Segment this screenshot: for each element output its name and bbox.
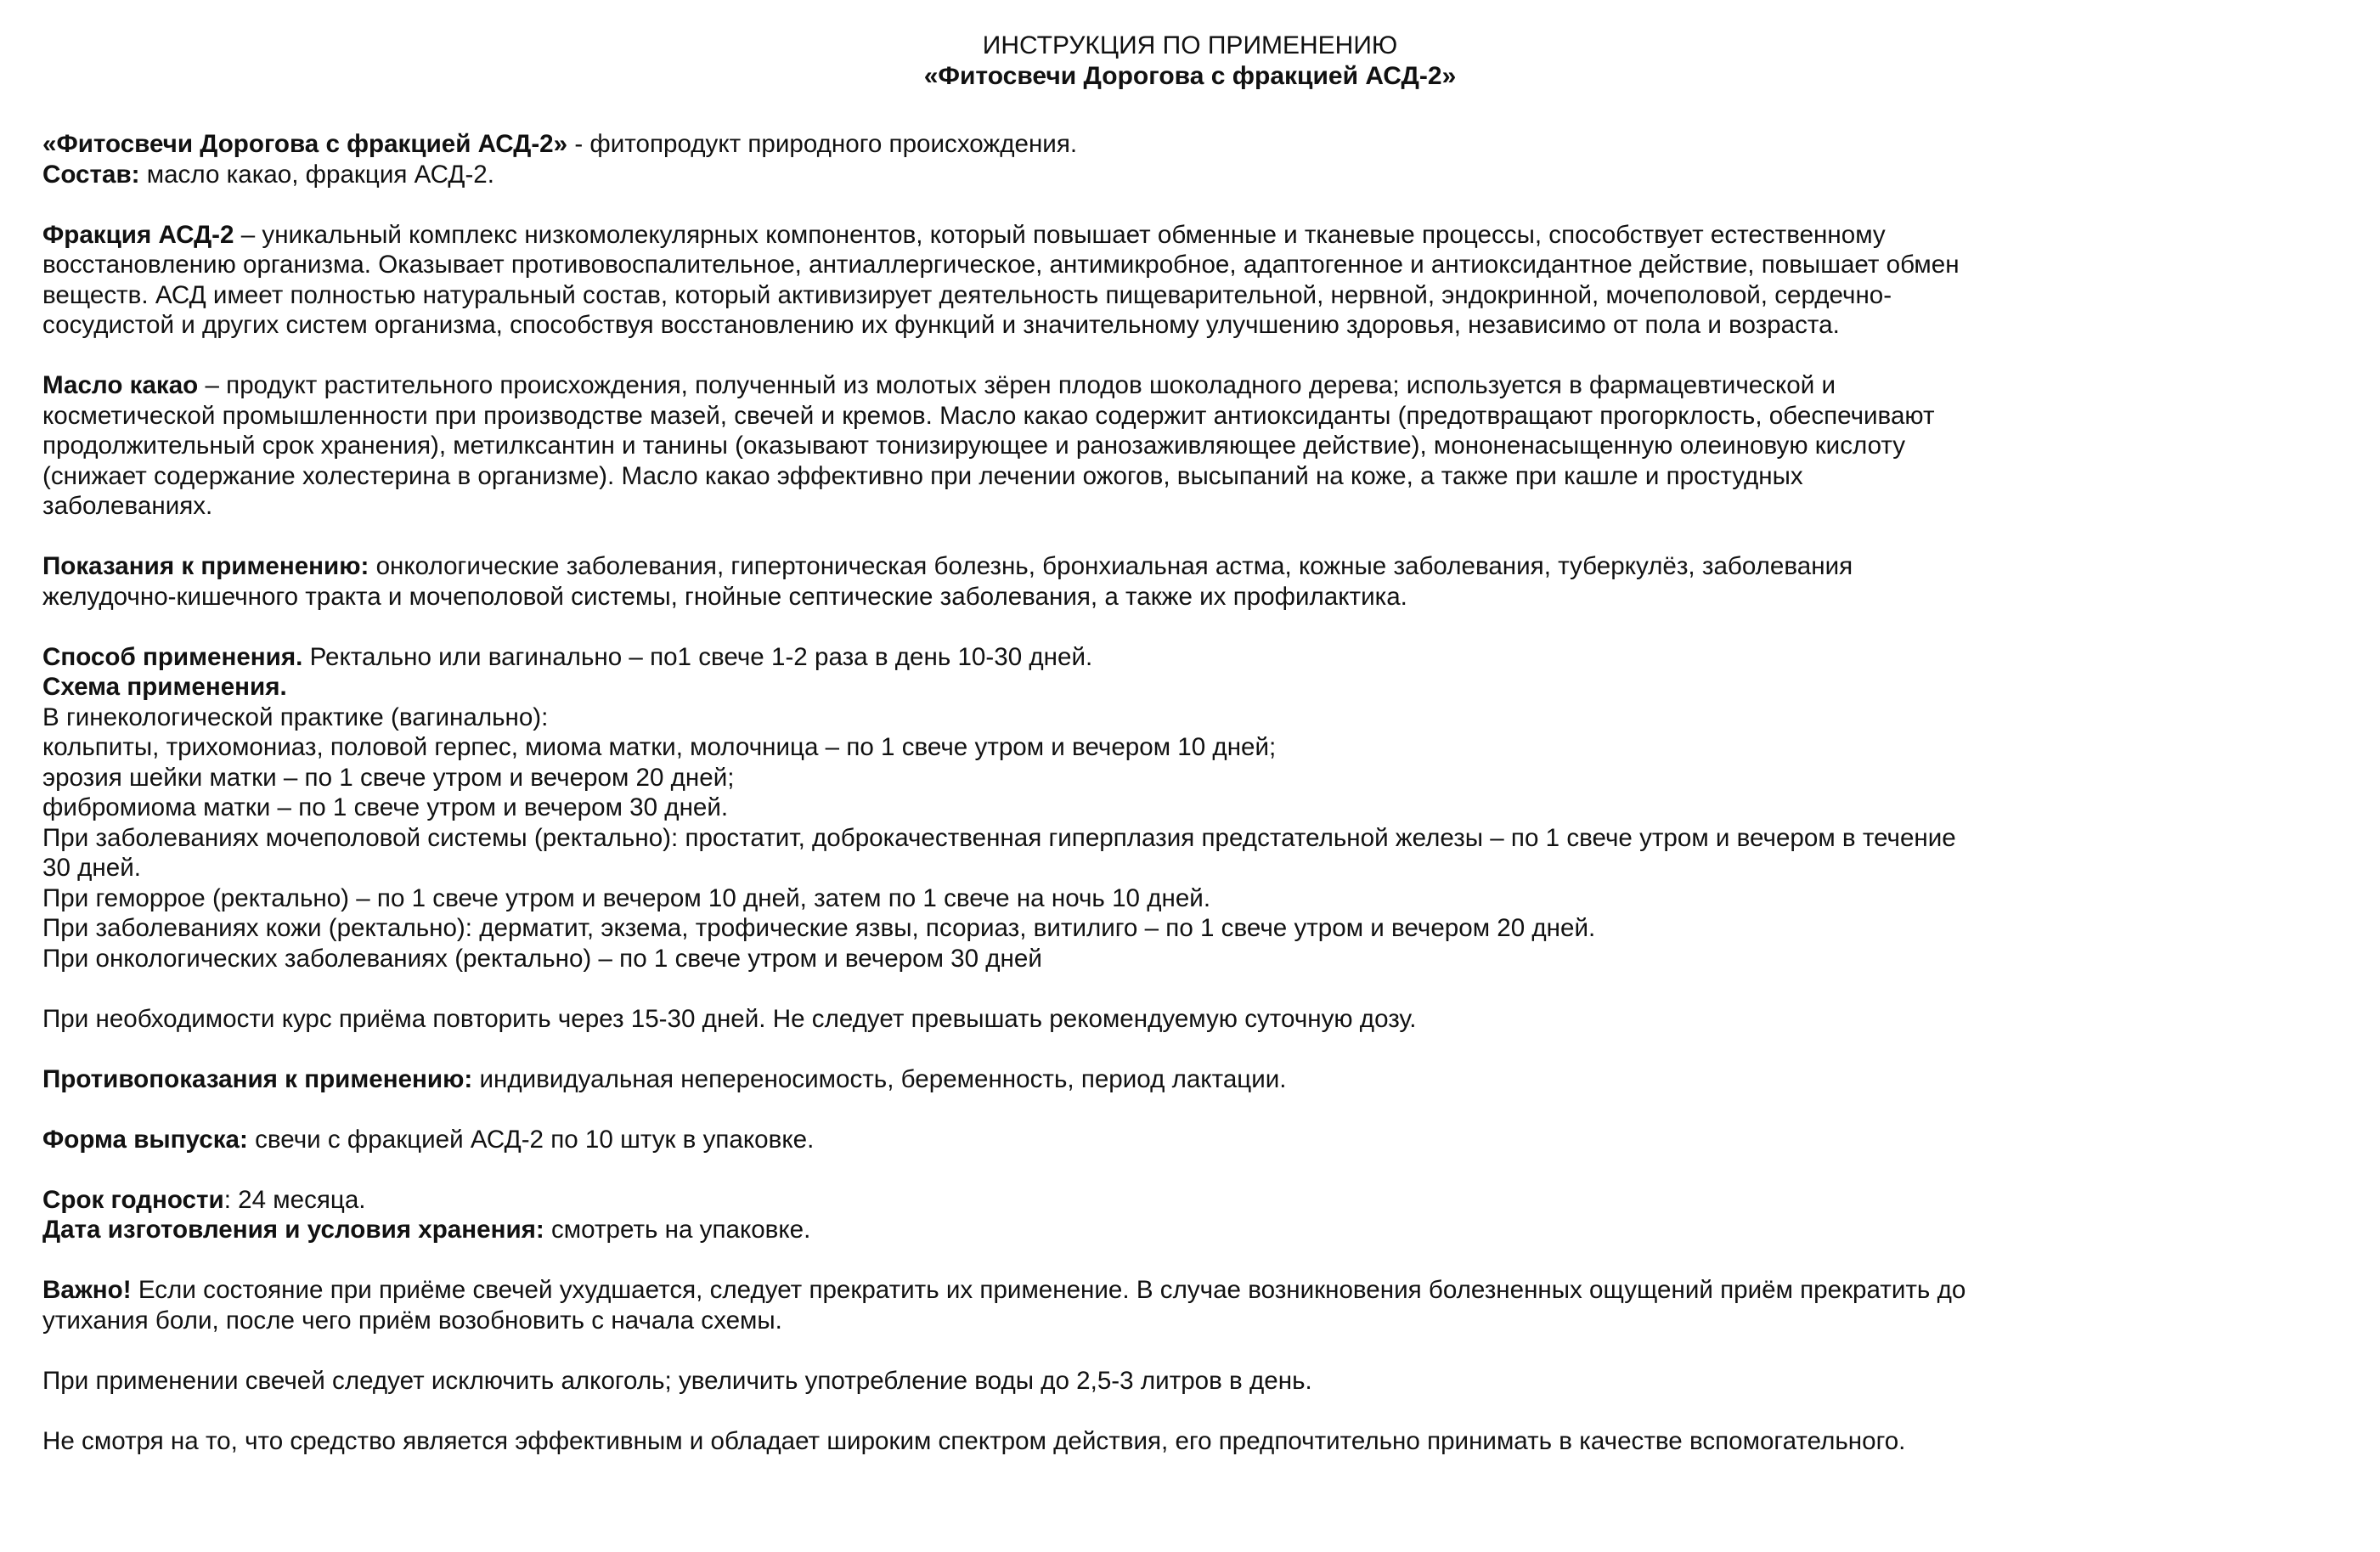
important-label: Важно!	[42, 1276, 132, 1304]
scheme-line: фибромиома матки – по 1 свече утром и вечером 30 дней.	[42, 793, 729, 821]
repeat-text: При необходимости курс приёма повторить через 15-30 дней. Не следует превышать рекомендуемую суточную дозу.	[42, 1004, 1417, 1033]
scheme-line: При геморрое (ректально) – по 1 свече утром и вечером 10 дней, затем по 1 свече на ночь 10 дней.	[42, 883, 1211, 912]
scheme-line: 30 дней.	[42, 854, 141, 882]
scheme-line: При онкологических заболеваниях (ректально) – по 1 свече утром и вечером 30 дней	[42, 944, 1042, 973]
cocoa-text-5: заболеваниях.	[42, 492, 213, 520]
contraindications-section	[42, 1064, 2338, 1095]
asd-text-3: веществ. АСД имеет полностью натуральный состав, который активизирует деятельность пищеварительной, нервной, эндокринной, мочеполовой, сердечно-	[42, 280, 1892, 309]
cocoa-text-1: – продукт растительного происхождения, полученный из молотых зёрен плодов шоколадного дерева; используется в фармацевтической и	[198, 371, 1836, 399]
note-text: Не смотря на то, что средство является эффективным и обладает широким спектром действия, его предпочтительно принимать в качестве вспомогательного.	[42, 1426, 1906, 1455]
important-text-1: Если состояние при приёме свечей ухудшается, следует прекратить их применение. В случае возникновения болезненных ощущений приём прекратить до	[131, 1276, 1966, 1304]
asd-label: Фракция АСД-2	[42, 220, 234, 249]
composition-text: масло какао, фракция АСД-2.	[139, 160, 494, 189]
intro-section	[42, 129, 2338, 189]
cocoa-text-4: (снижает содержание холестерина в организме). Масло какао эффективно при лечении ожогов, высыпаний на коже, а также при кашле и простудных	[42, 461, 1803, 490]
title-line-1: ИНСТРУКЦИЯ ПО ПРИМЕНЕНИЮ	[982, 31, 1398, 59]
composition-label: Состав:	[42, 160, 140, 189]
shelf-text: : 24 месяца.	[223, 1185, 366, 1214]
asd-text-4: сосудистой и других систем организма, способствуя восстановлению их функций и значительному улучшению здоровья, независимо от пола и возраста.	[42, 311, 1840, 339]
alcohol-text: При применении свечей следует исключить алкоголь; увеличить употребление воды до 2,5-3 литров в день.	[42, 1366, 1312, 1395]
product-name: «Фитосвечи Дорогова с фракцией АСД-2»	[42, 130, 568, 158]
scheme-line: В гинекологической практике (вагинально):	[42, 703, 549, 731]
scheme-line: При заболеваниях кожи (ректально): дерматит, экзема, трофические язвы, псориаз, витилиго – по 1 свече утром и вечером 20 дней.	[42, 914, 1596, 942]
scheme-line: кольпиты, трихомониаз, половой герпес, миома матки, молочница – по 1 свече утром и вечером 10 дней;	[42, 733, 1277, 761]
usage-section	[42, 642, 2338, 974]
shelf-label: Срок годности	[42, 1185, 224, 1214]
form-text: свечи с фракцией АСД-2 по 10 штук в упаковке.	[247, 1125, 815, 1154]
product-description: - фитопродукт природного происхождения.	[567, 130, 1078, 158]
indications-text-1: онкологические заболевания, гипертоническая болезнь, бронхиальная астма, кожные заболевания, туберкулёз, заболевания	[369, 552, 1853, 580]
form-section	[42, 1125, 2338, 1155]
asd-section	[42, 220, 2338, 341]
document-title	[42, 31, 2338, 92]
cocoa-section	[42, 370, 2338, 522]
contra-text: индивидуальная непереносимость, беременность, период лактации.	[472, 1064, 1287, 1093]
scheme-label: Схема применения.	[42, 673, 287, 701]
important-section	[42, 1275, 2338, 1335]
note-section	[42, 1426, 2338, 1457]
cocoa-text-2: косметической промышленности при производстве мазей, свечей и кремов. Масло какао содержит антиоксиданты (предотвращают прогорклость, обеспечивают	[42, 401, 1935, 430]
method-label: Способ применения.	[42, 642, 303, 671]
asd-text-2: восстановлению организма. Оказывает противовоспалительное, антиаллергическое, антимикробное, адаптогенное и антиоксидантное действие, повышает обмен	[42, 251, 1960, 279]
scheme-line: При заболеваниях мочеполовой системы (ректально): простатит, доброкачественная гиперплазия предстательной железы – по 1 свече утром и вечером в течение	[42, 823, 1956, 852]
important-text-2: утихания боли, после чего приём возобновить с начала схемы.	[42, 1306, 782, 1335]
form-label: Форма выпуска:	[42, 1125, 248, 1154]
alcohol-section	[42, 1366, 2338, 1397]
cocoa-text-3: продолжительный срок хранения), метилксантин и танины (оказывают тонизирующее и ранозаживляющее действие), мононенасыщенную олеиновую кислоту	[42, 432, 1906, 460]
storage-text: смотреть на упаковке.	[544, 1216, 811, 1244]
scheme-line: эрозия шейки матки – по 1 свече утром и вечером 20 дней;	[42, 763, 735, 792]
method-text: Ректально или вагинально – по1 свече 1-2 раза в день 10-30 дней.	[302, 642, 1093, 671]
title-line-2: «Фитосвечи Дорогова с фракцией АСД-2»	[923, 62, 1457, 90]
cocoa-label: Масло какао	[42, 371, 199, 399]
document-body	[42, 129, 2338, 1456]
repeat-section	[42, 1004, 2338, 1035]
contra-label: Противопоказания к применению:	[42, 1064, 473, 1093]
indications-label: Показания к применению:	[42, 552, 369, 580]
asd-text-1: – уникальный комплекс низкомолекулярных компонентов, который повышает обменные и тканевые процессы, способствует естественному	[234, 220, 1886, 249]
indications-section	[42, 551, 2338, 612]
indications-text-2: желудочно-кишечного тракта и мочеполовой системы, гнойные септические заболевания, а также их профилактика.	[42, 582, 1407, 611]
storage-label: Дата изготовления и условия хранения:	[42, 1216, 544, 1244]
shelf-life-section	[42, 1185, 2338, 1245]
